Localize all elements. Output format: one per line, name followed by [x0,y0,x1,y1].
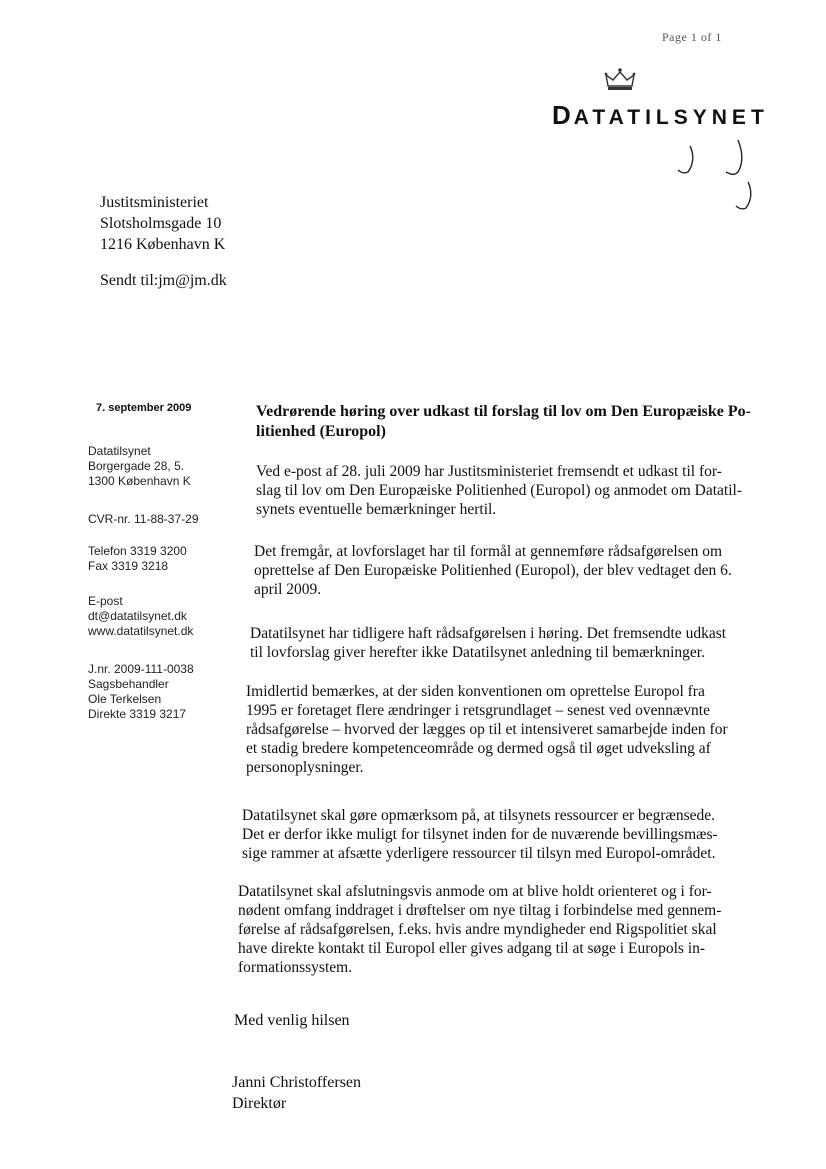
body-paragraph [242,806,802,863]
cvr-number: CVR-nr. 11-88-37-29 [88,512,199,526]
website: www.datatilsynet.dk [88,624,194,638]
sender-address [88,444,191,489]
recipient-address [100,192,225,255]
paragraph-line: Det er derfor ikke muligt for tilsynet inden for de nuværende bevillingsmæs- [242,826,718,843]
recipient-line: Justitsministeriet [100,194,209,211]
sender-line: Datatilsynet [88,444,151,458]
signature-block [232,1072,361,1114]
paragraph-line: synets eventuelle bemærkninger hertil. [256,501,497,518]
paragraph-line: rådsafgørelse – hvorved der lægges op til et intensiveret samarbejde inden for [246,721,728,738]
paragraph-line: Det fremgår, at lovforslaget har til formål at gennemføre rådsafgørelsen om [254,543,723,560]
signer-name: Janni Christoffersen [232,1074,362,1091]
body-paragraph [256,462,816,519]
crown-logo-icon [602,66,638,94]
paragraph-line: nødent omfang inddraget i drøftelser om nye tiltag i forbindelse med gennem- [238,902,722,919]
body-paragraph [238,882,798,977]
paragraph-line: 1995 er foretaget flere ændringer i retsgrundlaget – senest ved ovennævnte [246,702,710,719]
paragraph-line: Datatilsynet skal afslutningsvis anmode om at blive holdt orienteret og i for- [238,883,712,900]
body-paragraph [250,624,810,662]
case-block [88,662,194,722]
brand-rest: ATATILSYNET [573,106,769,129]
fax-line: Fax 3319 3218 [88,559,169,573]
paragraph-line: Datatilsynet har tidligere haft rådsafgørelsen i høring. Det fremsendte udkast [250,625,727,642]
subject-line: litienhed (Europol) [256,423,386,440]
paragraph-line: førelse af rådsafgørelsen, f.eks. hvis andre myndigheder end Rigspolitiet skal [238,921,717,938]
sent-to-email: Sendt til:jm@jm.dk [100,272,227,289]
paragraph-line: oprettelse af Den Europæiske Politienhed (Europol), der blev vedtaget den 6. [254,562,732,579]
paragraph-line: Datatilsynet skal gøre opmærksom på, at tilsynets ressourcer er begrænsede. [242,807,716,824]
case-number: J.nr. 2009-111-0038 [88,662,194,676]
body-paragraph [246,682,806,777]
body-paragraph [254,542,814,599]
letter-date: 7. september 2009 [96,402,192,414]
phone-line: Telefon 3319 3200 [88,544,187,558]
phone-block [88,544,187,574]
paragraph-line: Imidlertid bemærkes, at der siden konventionen om oprettelse Europol fra [246,683,705,700]
paragraph-line: slag til lov om Den Europæiske Politienhed (Europol) og anmodet om Datatil- [256,482,743,499]
recipient-line: Slotsholmsgade 10 [100,215,222,232]
paragraph-line: et stadig bredere kompetenceområde og dermed også til øget udveksling af [246,740,711,757]
sender-line: Borgergade 28, 5. [88,459,185,473]
case-handler-name: Ole Terkelsen [88,692,162,706]
page-number: Page 1 of 1 [662,30,722,44]
signer-title: Direktør [232,1095,287,1112]
paragraph-line: Ved e-post af 28. juli 2009 har Justitsministeriet fremsendt et udkast til for- [256,463,722,480]
recipient-line: 1216 København K [100,236,226,253]
closing-greeting: Med venlig hilsen [234,1012,350,1029]
paragraph-line: personoplysninger. [246,759,364,776]
case-handler-label: Sagsbehandler [88,677,169,691]
paragraph-line: sige rammer at afsætte yderligere ressourcer til tilsyn med Europol-området. [242,845,716,862]
paragraph-line: til lovforslag giver herefter ikke Datatilsynet anledning til bemærkninger. [250,644,705,661]
email-label: E-post [88,594,123,608]
direct-phone: Direkte 3319 3217 [88,707,187,721]
sender-line: 1300 København K [88,474,191,488]
brand-logo [552,100,769,131]
contact-block [88,594,193,639]
paragraph-line: april 2009. [254,581,322,598]
brand-initial: D [552,100,574,130]
letter-subject [256,402,786,442]
paragraph-line: formationssystem. [238,959,353,976]
handwritten-marks-icon [660,136,770,216]
paragraph-line: have direkte kontakt til Europol eller gives adgang til at søge i Europols in- [238,940,706,957]
email-address: dt@datatilsynet.dk [88,609,187,623]
subject-line: Vedrørende høring over udkast til forslag til lov om Den Europæiske Po- [256,403,751,420]
